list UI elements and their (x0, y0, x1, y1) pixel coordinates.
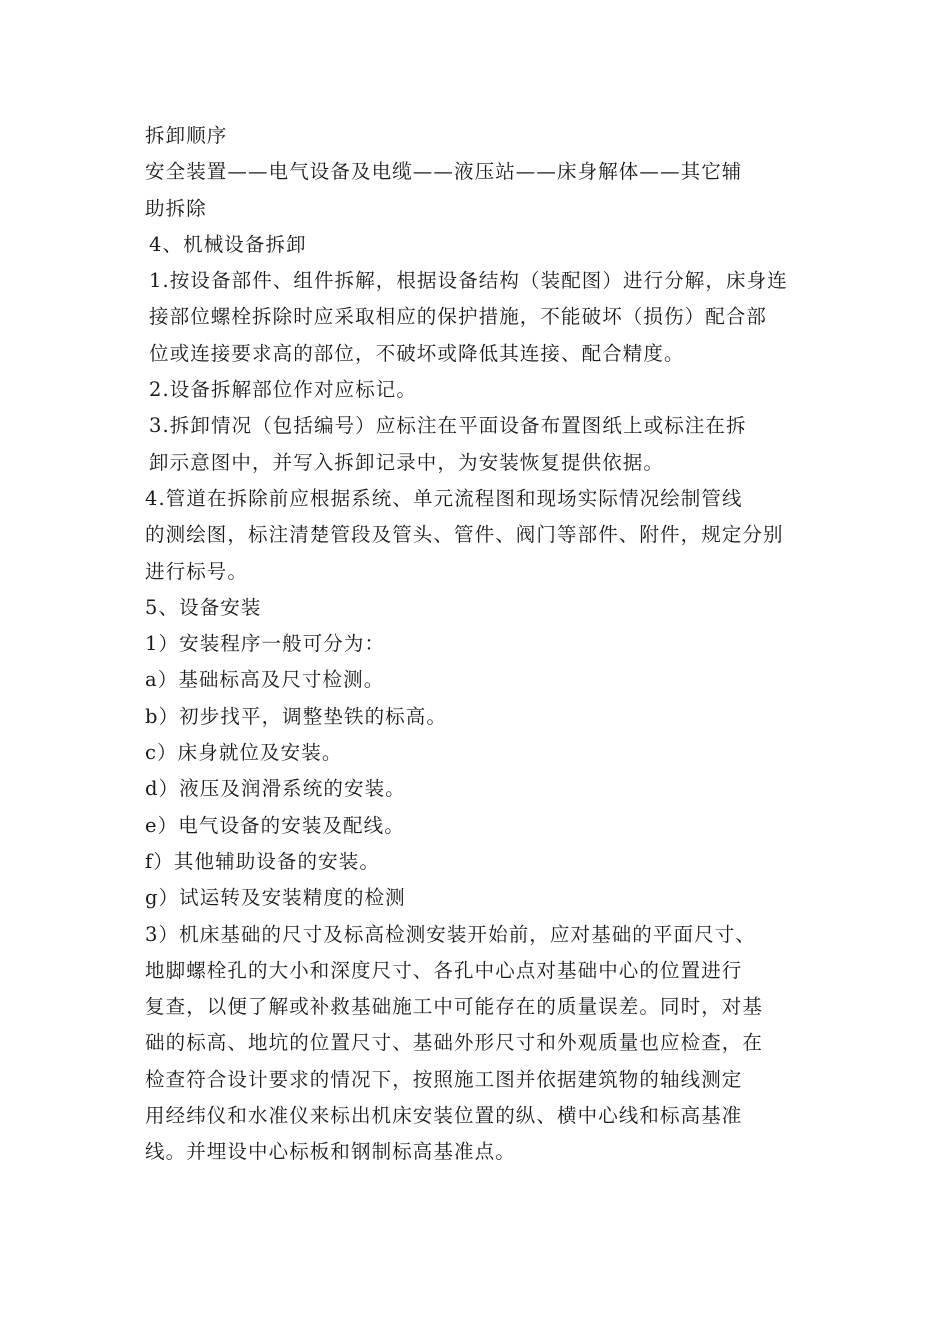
text-line: d）液压及润滑系统的安装。 (145, 777, 406, 801)
text-line: 卸示意图中，并写入拆卸记录中，为安装恢复提供依据。 (149, 450, 665, 474)
text-line: 助拆除 (145, 196, 207, 220)
text-line: 2.设备拆解部位作对应标记。 (149, 378, 418, 402)
text-line: 的测绘图，标注清楚管段及管头、管件、阀门等部件、附件，规定分别 (145, 523, 784, 547)
text-line: 进行标号。 (145, 559, 249, 583)
text-line: g）试运转及安装精度的检测 (145, 886, 406, 910)
text-line: 复查，以便了解或补救基础施工中可能存在的质量误差。同时，对基 (145, 995, 764, 1019)
text-line: 拆卸顺序 (145, 124, 228, 147)
text-line: 安全装置——电气设备及电缆——液压站——床身解体——其它辅 (145, 160, 743, 184)
text-line: c）床身就位及安装。 (145, 741, 343, 765)
text-line: 1）安装程序一般可分为： (145, 632, 386, 656)
text-line: 用经纬仪和水准仪来标出机床安装位置的纵、横中心线和标高基准 (145, 1104, 743, 1128)
text-line: 3）机床基础的尺寸及标高检测安装开始前，应对基础的平面尺寸、 (145, 922, 756, 946)
text-line: 线。并埋设中心标板和钢制标高基准点。 (145, 1140, 516, 1164)
text-line: f）其他辅助设备的安装。 (145, 849, 380, 873)
text-line: e）电气设备的安装及配线。 (145, 813, 405, 837)
text-line: 检查符合设计要求的情况下，按照施工图并依据建筑物的轴线测定 (145, 1067, 743, 1091)
text-line: 3.拆卸情况（包括编号）应标注在平面设备布置图纸上或标注在拆 (149, 414, 747, 438)
text-line: 4、机械设备拆卸 (149, 232, 307, 256)
text-line: 1.按设备部件、组件拆解，根据设备结构（装配图）进行分解，床身连 (149, 269, 788, 293)
text-line: a）基础标高及尺寸检测。 (145, 668, 385, 692)
text-line: 接部位螺栓拆除时应采取相应的保护措施，不能破坏（损伤）配合部 (149, 305, 768, 329)
text-line: 位或连接要求高的部位，不破坏或降低其连接、配合精度。 (149, 341, 685, 365)
text-line: b）初步找平，调整垫铁的标高。 (145, 704, 447, 728)
document-page (145, 118, 805, 1171)
text-line: 地脚螺栓孔的大小和深度尺寸、各孔中心点对基础中心的位置进行 (145, 958, 743, 982)
text-line: 4.管道在拆除前应根据系统、单元流程图和现场实际情况绘制管线 (145, 486, 743, 510)
text-line: 5、设备安装 (145, 595, 262, 619)
text-line: 础的标高、地坑的位置尺寸、基础外形尺寸和外观质量也应检查，在 (145, 1031, 764, 1055)
